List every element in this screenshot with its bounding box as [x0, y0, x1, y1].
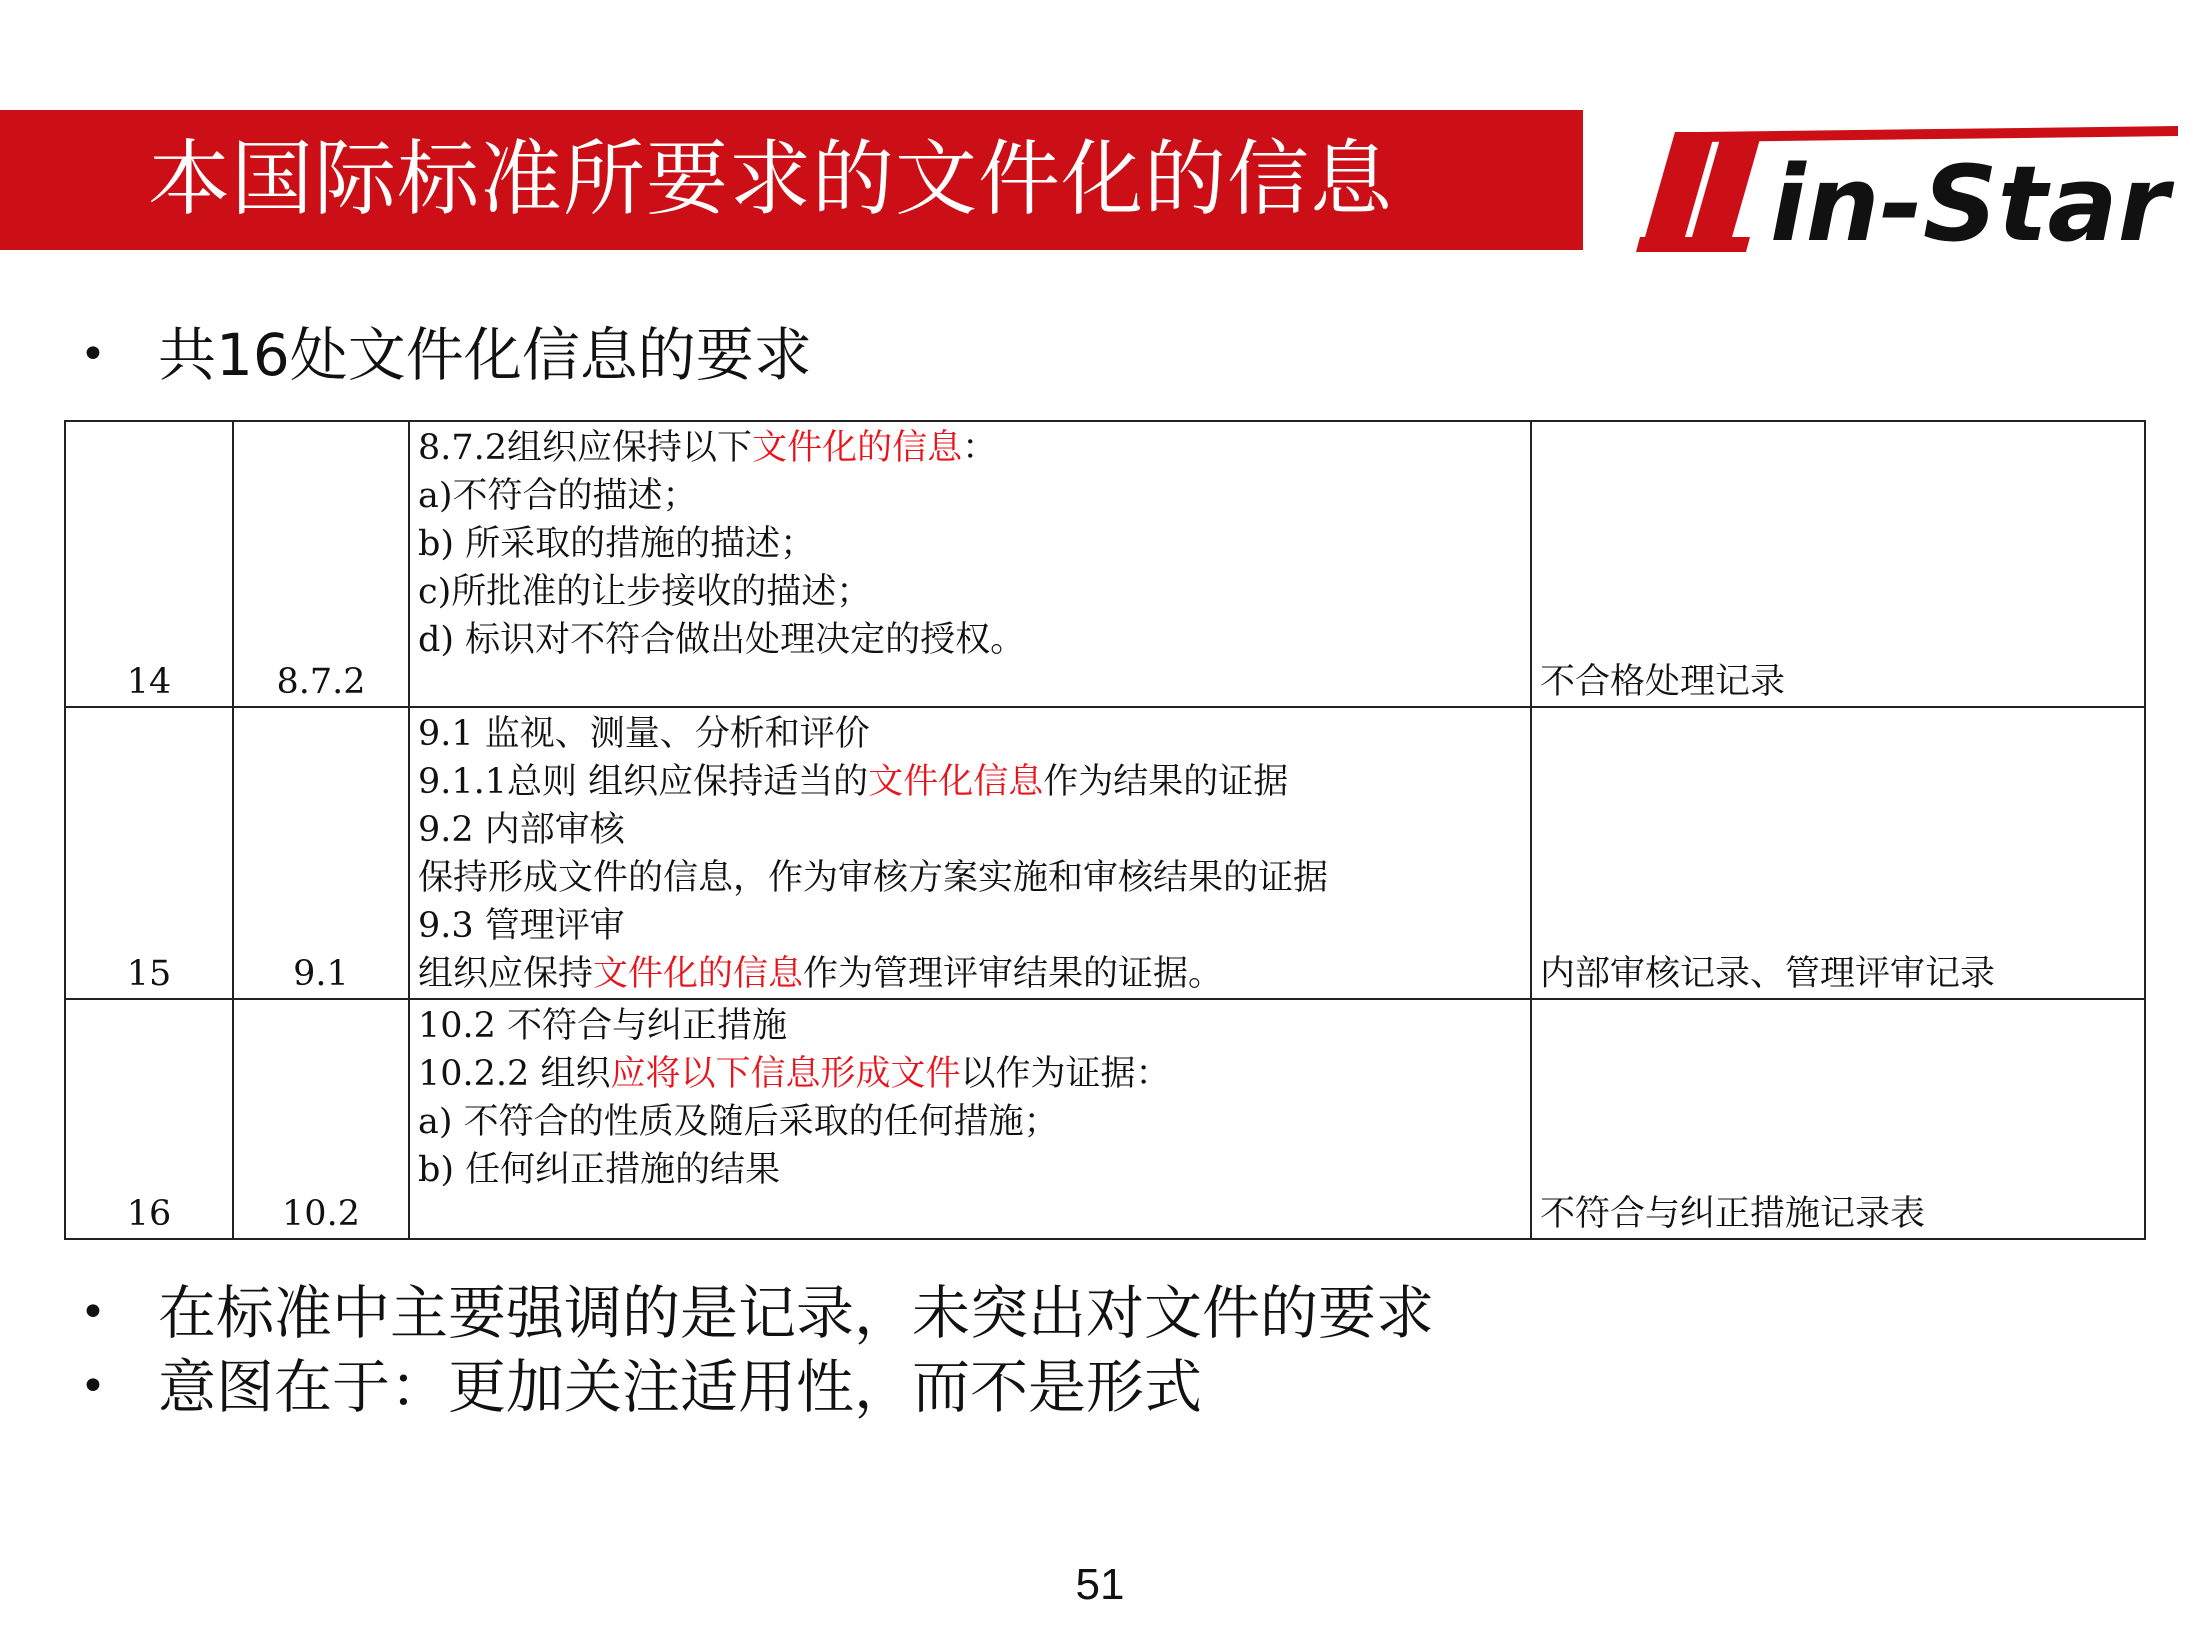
- requirement-line: [418, 520, 1522, 568]
- clause-number: 9.1: [233, 707, 409, 999]
- title-bar: [0, 110, 1583, 250]
- text-fragment: b) 所采取的措施的描述；: [418, 524, 816, 564]
- text-fragment: 8.7.2组织应保持以下: [418, 428, 753, 468]
- text-fragment: 作为结果的证据: [1043, 762, 1289, 802]
- text-fragment: b) 任何纠正措施的结果: [418, 1150, 781, 1190]
- text-fragment: 保持形成文件的信息，作为审核方案实施和审核结果的证据: [418, 858, 1329, 898]
- bullet-text: 共16处文件化信息的要求: [158, 321, 812, 390]
- text-fragment: 组织应保持: [418, 954, 594, 994]
- table-row: [65, 707, 2145, 999]
- highlighted-text: 应将以下信息形成文件: [610, 1054, 961, 1094]
- record-name: 内部审核记录、管理评审记录: [1531, 707, 2145, 999]
- requirement-line: [418, 950, 1522, 998]
- table-row: [65, 999, 2145, 1239]
- text-fragment: 9.1 监视、测量、分析和评价: [418, 714, 870, 754]
- bullet-dot: •: [80, 1361, 106, 1413]
- bullet-top-1: [80, 318, 812, 391]
- table-row: [65, 421, 2145, 707]
- text-fragment: d) 标识对不符合做出处理决定的授权。: [418, 620, 1026, 660]
- bullet-text: 意图在于：更加关注适用性，而不是形式: [158, 1353, 1203, 1422]
- requirement-line: [418, 1146, 1522, 1194]
- record-name: 不合格处理记录: [1531, 421, 2145, 707]
- requirement-line: [418, 1098, 1522, 1146]
- row-number: 15: [65, 707, 233, 999]
- requirement-line: [418, 854, 1522, 902]
- record-name: 不符合与纠正措施记录表: [1531, 999, 2145, 1239]
- text-fragment: c)所批准的让步接收的描述；: [418, 572, 872, 612]
- page-number: 51: [1075, 1560, 1125, 1609]
- requirement-line: [418, 568, 1522, 616]
- text-fragment: ：: [962, 428, 998, 468]
- requirement-line: [418, 472, 1522, 520]
- clause-number: 10.2: [233, 999, 409, 1239]
- highlighted-text: 文件化的信息: [752, 428, 963, 468]
- clause-number: 8.7.2: [233, 421, 409, 707]
- text-fragment: 9.3 管理评审: [418, 906, 625, 946]
- text-fragment: 9.2 内部审核: [418, 810, 625, 850]
- text-fragment: 10.2 不符合与纠正措施: [418, 1006, 788, 1046]
- bullet-dot: •: [80, 329, 106, 381]
- text-fragment: 9.1.1总则 组织应保持适当的: [418, 762, 869, 802]
- win-star-logo: [1630, 112, 2190, 252]
- requirement-line: [418, 1002, 1522, 1050]
- row-number: 16: [65, 999, 233, 1239]
- bullet-bottom-1: [80, 1276, 1434, 1349]
- bullet-text: 在标准中主要强调的是记录，未突出对文件的要求: [158, 1279, 1435, 1348]
- requirement-line: [418, 710, 1522, 758]
- text-fragment: a)不符合的描述；: [418, 476, 698, 516]
- slide-title: 本国际标准所要求的文件化的信息: [148, 132, 1394, 227]
- highlighted-text: 文件化的信息: [593, 954, 804, 994]
- requirement-line: [418, 616, 1522, 664]
- requirement-text: [409, 421, 1531, 707]
- text-fragment: 以作为证据：: [960, 1054, 1171, 1094]
- requirement-line: [418, 758, 1522, 806]
- text-fragment: 10.2.2 组织: [418, 1054, 611, 1094]
- bullet-dot: •: [80, 1287, 106, 1339]
- requirement-text: [409, 707, 1531, 999]
- row-number: 14: [65, 421, 233, 707]
- requirement-line: [418, 902, 1522, 950]
- requirements-table: [64, 420, 2146, 1240]
- requirement-line: [418, 1050, 1522, 1098]
- requirement-text: [409, 999, 1531, 1239]
- requirement-line: [418, 424, 1522, 472]
- bullet-bottom-2: [80, 1350, 1202, 1423]
- requirement-line: [418, 806, 1522, 854]
- text-fragment: a) 不符合的性质及随后采取的任何措施；: [418, 1102, 1059, 1142]
- svg-text:in-Star: in-Star: [1770, 143, 2169, 252]
- text-fragment: 作为管理评审结果的证据。: [803, 954, 1224, 994]
- table-body: [65, 421, 2145, 1239]
- highlighted-text: 文件化信息: [868, 762, 1044, 802]
